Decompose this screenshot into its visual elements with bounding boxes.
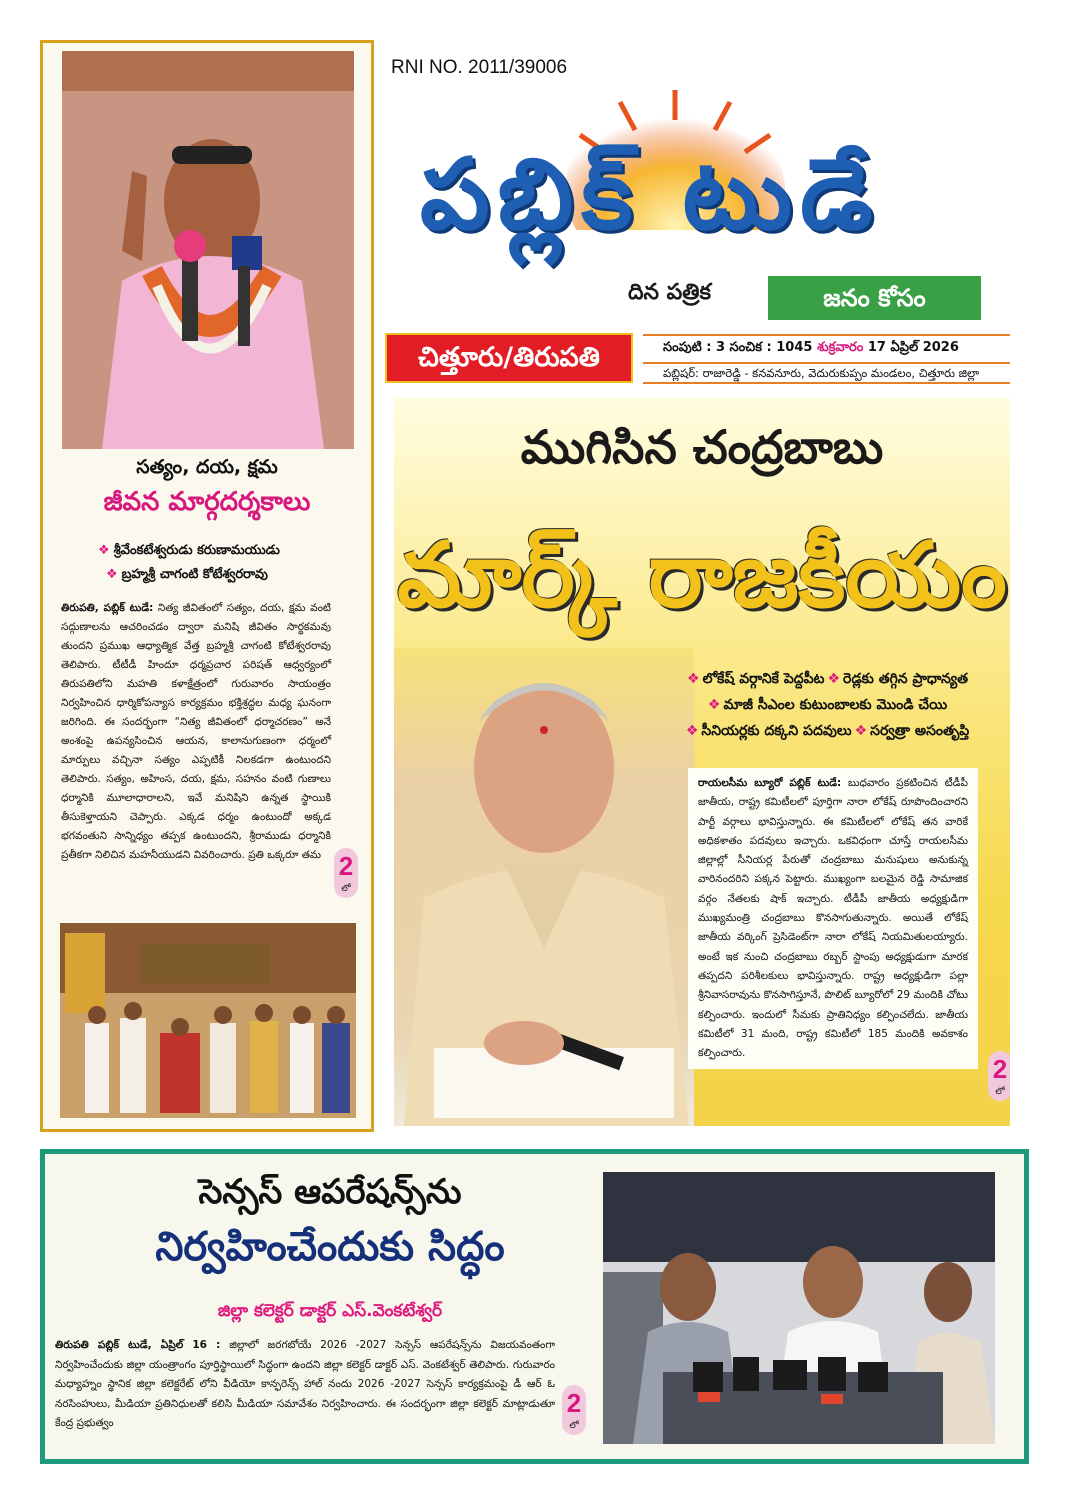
left-story-box [40,40,374,1132]
diamond-icon: ❖ [827,671,841,687]
left-kicker: సత్యం, దయ, క్షమ [136,456,278,478]
left-body-text: నిత్య జీవితంలో సత్యం, దయ, క్షమ వంటి సద్గుణాలను ఆచరించడం ద్వారా మనిషి జీవితం సార్థకమవు తుందని ప్రముఖ ఆధ్యాత్మిక వేత్త బ్రహ్మశ్రీ చాగంటి కోటేశ్వరరావు తెలిపారు. టీటీడీ హిందూ ధర్మప్రచార పరిషత్ ఆధ్వర్యంలో తిరుపతిలోని మహతి కళాక్షేత్రంలో గురువారం సాయంత్రం నిర్వహించిన ధార్మికోపన్యాస కార్యక్రమం భక్తిశ్రద్ధల మధ్య ఘనంగా జరిగింది. ఈ సందర్భంగా “నిత్య జీవితంలో ధర్మాచరణం” అనే అంశంపై ఉపన్యసించిన ఆయన, కాలానుగుణంగా ధర్మంలో మార్పులు వచ్చినా సత్యం ఎప్పటికీ నిలకడగా ఉంటుందని తెలిపారు. సత్యం, అహింస, దయ, క్షమ, సహనం వంటి గుణాలు ధర్మానికి మూలాధారాలని, ఇవే మనిషిని ఉన్నత స్థాయికి తీసుకెళ్తాయని చెప్పారు. ఎక్కడ ధర్మం ఉంటుందో అక్కడ భగవంతుని సాన్నిధ్యం తప్పక ఉంటుందని, శ్రీరాముడు ధర్మానికి ప్రతీకగా నిలిచిన మహనీయుడని వివరించారు. ప్రతి ఒక్కరూ తమ [61,602,332,861]
issue-volume: సంపుటి : 3 సంచిక : 1045 [663,340,813,355]
bottom-article-body [55,1336,555,1434]
main-article-body [688,768,978,1069]
jump-page-number: 2 [338,851,354,881]
main-bullet-row: ❖ లోకేష్ వర్గానికే పెద్దపీట ❖ రెడ్లకు తగ్గిన ప్రాధాన్యత [687,671,968,687]
main-body-text: బుధవారం ప్రకటించిన టీడీపీ జాతీయ, రాష్ట్ర కమిటీలలో పూర్తిగా నారా లోకేష్ రూపొందించారని పార్టీ వర్గాలు భావిస్తున్నారు. ఈ కమిటీలలో లోకేష్ తన వారికే అధికశాతం పదవులు ఇచ్చారు. ఒకవిధంగా చూస్తే రాయలసీమ జిల్లాల్లో సీనియర్ల పేరుతో చంద్రబాబు మనుషులు అనుకున్న వారినందరిని పక్కన పెట్టారు. ముఖ్యంగా బలమైన రెడ్డి సామాజిక వర్గం నేతలకు షాక్ ఇచ్చారు. టీడీపీ జాతీయ అధ్యక్షుడిగా ముఖ్యమంత్రి చంద్రబాబు కొనసాగుతున్నారు. అయితే లోకేష్ జాతీయ వర్కింగ్ ప్రెసిడెంట్‌గా నారా లోకేష్ నియమితులయ్యారు. అంటే ఇక నుంచి చంద్రబాబు రబ్బర్ స్టాంపు అధ్యక్షుడుగా మారక తప్పదని పరిశీలకులు భావిస్తున్నారు. రాష్ట్ర అధ్యక్షుడిగా పల్లా శ్రీనివాసరావును కొనసాగిస్తూనే, పొలిట్ బ్యూరోలో 29 మందికి చోటు కల్పించారు. ఇందులో సీమకు ప్రాతినిధ్యం కల్పించలేదు. జాతీయ కమిటీలో 31 మంది, రాష్ట్ర కమిటీలో 185 మందికి అవకాశం కల్పించారు. [698,777,968,1060]
bottom-subheadline: జిల్లా కలెక్టర్ డాక్టర్ ఎస్.వెంకటేశ్వర్ [217,1301,443,1321]
diamond-icon: ❖ [707,697,721,713]
press-meet-photo [603,1172,995,1444]
main-headline: మార్క్ రాజకీయం [397,523,1007,628]
jump-page-number: 2 [566,1388,582,1418]
left-headline: జీవన మార్గదర్శకాలు [103,487,311,517]
speaker-photo [62,51,354,449]
jump-page-number: 2 [992,1054,1008,1084]
jump-suffix: లో [995,1087,1005,1097]
edition-label: చిత్తూరు/తిరుపతి [385,333,633,383]
issue-line [643,334,1010,364]
left-bullet: ❖ శ్రీవేంకటేశ్వరుడు కరుణామయుడు [98,543,280,558]
event-photo [60,923,356,1118]
left-dateline: తిరుపతి, పబ్లిక్ టుడే: [61,602,154,614]
diamond-icon: ❖ [98,543,110,558]
issue-day: శుక్రవారం [816,340,864,355]
continued-page-badge[interactable] [988,1051,1010,1101]
continued-page-badge[interactable] [334,848,358,898]
main-story-box [394,398,1010,1126]
bottom-headline: నిర్వహించేందుకు సిద్ధం [155,1224,505,1270]
bottom-body-text: జిల్లాలో జరగబోయే 2026 -2027 సెన్సస్ ఆపరేషన్స్‌ను విజయవంతంగా నిర్వహించేందుకు జిల్లా యంత్రాంగం పూర్తిస్థాయిలో సిద్ధంగా ఉందని జిల్లా కలెక్టర్ డాక్టర్ ఎస్. వెంకటేశ్వర్ తెలిపారు. గురువారం మధ్యాహ్నం స్థానిక జిల్లా కలెక్టరేట్ లోని వీడియో కాన్ఫరెన్స్ హాల్ నందు 2026 -2027 సెన్సస్ కార్యక్రమంపై డీ ఆర్ ఓ నరసింహులు, మీడియా ప్రతినిధులతో కలిసి మీడియా సమావేశం నిర్వహించారు. ఈ సందర్భంగా జిల్లా కలెక్టర్ మాట్లాడుతూ కేంద్ర ప్రభుత్వం [55,1339,555,1429]
jump-suffix: లో [569,1421,579,1431]
bottom-kicker: సెన్సస్ ఆపరేషన్స్‌ను [198,1172,462,1212]
left-bullet: ❖ బ్రహ్మశ్రీ చాగంటి కోటేశ్వరరావు [106,567,268,582]
main-kicker: ముగిసిన చంద్రబాబు [520,420,884,474]
main-bullets [642,666,1010,744]
issue-date: 17 ఏప్రిల్ 2026 [867,340,959,355]
diamond-icon: ❖ [687,671,700,687]
continued-page-badge[interactable] [562,1385,586,1435]
jump-suffix: లో [341,884,351,894]
rni-number: RNI NO. 2011/39006 [391,57,568,78]
newspaper-title: పబ్లిక్ టుడే [420,138,881,252]
bottom-dateline: తిరుపతి పబ్లిక్ టుడే, ఏప్రిల్ 16 : [55,1339,221,1351]
tagline-daily: దిన పత్రిక [628,280,711,305]
diamond-icon: ❖ [854,723,868,739]
left-article-body [61,599,331,865]
main-bullet-row: ❖ సీనియర్లకు దక్కని పదవులు ❖ సర్వత్రా అసంతృప్తి [685,723,970,739]
diamond-icon: ❖ [106,567,118,582]
main-bullet-row: ❖ మాజీ సీఎంల కుటుంబాలకు మొండి చేయి [707,697,948,713]
bottom-story-box [40,1149,1029,1464]
publisher-line: పబ్లిషర్: రాజారెడ్డి - కనవనూరు, వెదురుకుప్పం మండలం, చిత్తూరు జిల్లా [643,362,1010,384]
tagline-green-box: జనం కోసం [768,276,981,320]
main-dateline: రాయలసీమ బ్యూరో పబ్లిక్ టుడే: [698,777,842,789]
diamond-icon: ❖ [685,723,699,739]
